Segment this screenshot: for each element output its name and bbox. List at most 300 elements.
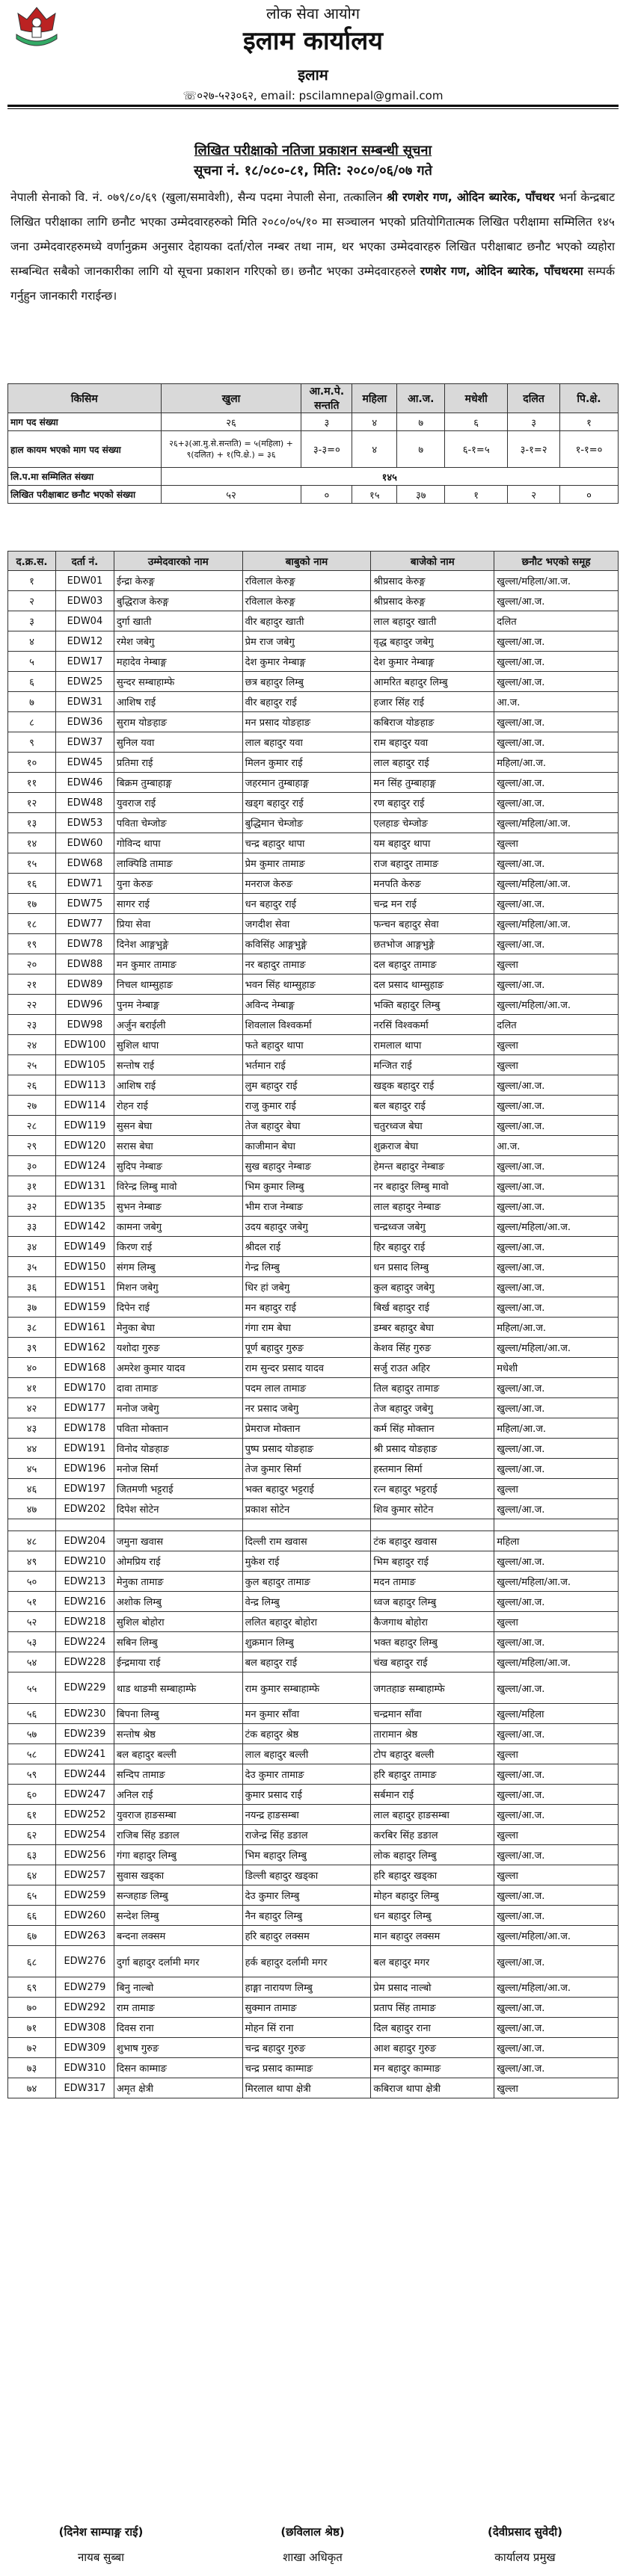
selected-group: महिला/आ.ज. [494, 1418, 619, 1439]
grandfather-name: लाल बहादुर खाती [371, 611, 494, 631]
table-row [8, 1744, 619, 1764]
row-number: ६७ [8, 1926, 56, 1946]
candidate-name: सबिन लिम्बु [114, 1632, 242, 1652]
father-name: राम कुमार सम्बाहाम्फे [242, 1672, 371, 1704]
list-header-row [8, 552, 619, 571]
grandfather-name: बल बहादुर राई [371, 1096, 494, 1116]
selected-group: खुल्ला/आ.ज. [494, 1459, 619, 1479]
table-row [8, 1257, 619, 1277]
father-name: देउ कुमार तामाङ [242, 1764, 371, 1785]
candidate-name: निचल थाम्सुहाङ [114, 975, 242, 995]
candidate-name: सरास बेघा [114, 1136, 242, 1156]
candidate-name: बुद्धिराज केरुङ्ग [114, 591, 242, 611]
table-row [8, 611, 619, 631]
row-number: ८ [8, 712, 56, 732]
table-row [8, 1845, 619, 1865]
registration-number: EDW25 [55, 672, 114, 692]
registration-number: EDW114 [55, 1096, 114, 1116]
selected-group: खुल्ला/आ.ज. [494, 1946, 619, 1977]
row-number: ६० [8, 1785, 56, 1805]
registration-number: EDW257 [55, 1865, 114, 1885]
grandfather-name: रत्न बहादुर भट्टराई [371, 1479, 494, 1499]
registration-number: EDW149 [55, 1237, 114, 1257]
father-name: ललित बहादुर बोहोरा [242, 1612, 371, 1632]
father-name: अविन्द नेम्बाङ्ग [242, 995, 371, 1015]
row-number: ७२ [8, 2038, 56, 2058]
row-number: ६३ [8, 1845, 56, 1865]
signatory-name: (देवीप्रसाद सुवेदी) [488, 2525, 562, 2539]
candidate-name: राम तामाङ [114, 1998, 242, 2018]
grandfather-name: लाल बहादुर राई [371, 753, 494, 773]
selected-group: दलित [494, 611, 619, 631]
separator-cell [494, 1519, 619, 1531]
table-row [8, 1592, 619, 1612]
row-number: ७४ [8, 2078, 56, 2098]
selected-group: खुल्ला/आ.ज. [494, 1075, 619, 1096]
father-name: पदम लाल तामाङ [242, 1378, 371, 1398]
grandfather-name: भक्ति बहादुर लिम्बु [371, 995, 494, 1015]
row-number: ३ [8, 611, 56, 631]
row-number: १० [8, 753, 56, 773]
candidate-name: सुशिल थापा [114, 1035, 242, 1055]
candidate-name: बिपना लिम्बु [114, 1704, 242, 1724]
summary-label: माग पद संख्या [8, 413, 162, 431]
row-number: ४४ [8, 1439, 56, 1459]
selected-group: खुल्ला/आ.ज. [494, 894, 619, 914]
grandfather-name: नरसिं विश्वकर्मा [371, 1015, 494, 1035]
list-header: दर्ता नं. [55, 552, 114, 571]
row-number: २६ [8, 1075, 56, 1096]
candidate-name: विनोद योङहाङ [114, 1439, 242, 1459]
candidate-name: सुनिल यवा [114, 732, 242, 753]
selected-group: खुल्ला/महिला/आ.ज. [494, 1977, 619, 1998]
father-name: तेज कुमार सिर्मा [242, 1459, 371, 1479]
table-row [8, 1217, 619, 1237]
father-name: कविसिंह आङ्गभुङ्गे [242, 934, 371, 954]
candidate-name: अर्जुन बराईली [114, 1015, 242, 1035]
table-row [8, 672, 619, 692]
registration-number: EDW177 [55, 1398, 114, 1418]
candidate-name: दिपेश सोटेन [114, 1499, 242, 1519]
candidate-name: बन्दना लक्सम [114, 1926, 242, 1946]
grandfather-name: मन्जित राई [371, 1055, 494, 1075]
selected-group: खुल्ला/आ.ज. [494, 2018, 619, 2038]
father-name: नैन बहादुर लिम्बु [242, 1906, 371, 1926]
candidate-name: दावा तामाङ [114, 1378, 242, 1398]
row-number: ५ [8, 652, 56, 672]
table-row [8, 1785, 619, 1805]
row-number: २२ [8, 995, 56, 1015]
selected-group: खुल्ला/आ.ज. [494, 1764, 619, 1785]
selected-group: खुल्ला/आ.ज. [494, 1785, 619, 1805]
father-name: हाङ्गा नारायण लिम्बु [242, 1977, 371, 1998]
registration-number: EDW161 [55, 1318, 114, 1338]
father-name: राजेन्द्र सिंह डङाल [242, 1825, 371, 1845]
selected-group: खुल्ला/आ.ज. [494, 2038, 619, 2058]
registration-number: EDW135 [55, 1196, 114, 1217]
candidate-name: बिक्रम तुम्बाहाङ्ग [114, 773, 242, 793]
row-number: १२ [8, 793, 56, 813]
father-name: हरि बहादुर लक्सम [242, 1926, 371, 1946]
table-row [8, 712, 619, 732]
list-header: छनौट भएको समूह [494, 552, 619, 571]
grandfather-name: चंख बहादुर राई [371, 1652, 494, 1672]
candidate-name: सागर राई [114, 894, 242, 914]
summary-header: आ.म.पे. सन्तति [301, 384, 352, 413]
registration-number: EDW98 [55, 1015, 114, 1035]
row-number: ४३ [8, 1418, 56, 1439]
summary-header: खुला [161, 384, 301, 413]
selected-group: खुल्ला/महिला/आ.ज. [494, 1926, 619, 1946]
registration-number: EDW197 [55, 1479, 114, 1499]
candidate-name: रमेश जबेगु [114, 631, 242, 652]
summary-cell: १ [445, 486, 508, 504]
selected-group: खुल्ला/महिला/आ.ज. [494, 1338, 619, 1358]
selected-group: खुल्ला [494, 1744, 619, 1764]
selected-group: खुल्ला/महिला/आ.ज. [494, 813, 619, 833]
summary-cell: ७ [397, 431, 445, 468]
row-number: ४८ [8, 1531, 56, 1551]
selected-group: खुल्ला/आ.ज. [494, 1805, 619, 1825]
row-number: १६ [8, 874, 56, 894]
registration-number: EDW317 [55, 2078, 114, 2098]
selected-group: खुल्ला/आ.ज. [494, 1632, 619, 1652]
selected-group: खुल्ला/आ.ज. [494, 853, 619, 874]
table-row [8, 793, 619, 813]
row-number: ६४ [8, 1865, 56, 1885]
selected-group: खुल्ला/आ.ज. [494, 1885, 619, 1906]
summary-header: पि.क्षे. [560, 384, 619, 413]
grandfather-name: केशव सिंह गुरुङ [371, 1338, 494, 1358]
signatory-role: नायब सुब्बा [77, 2551, 125, 2564]
candidate-name: ईन्द्रमाया राई [114, 1652, 242, 1672]
office-place: इलाम [298, 66, 328, 84]
grandfather-name: छतभोज आङ्गभुङ्गे [371, 934, 494, 954]
selected-group: खुल्ला/महिला/आ.ज. [494, 571, 619, 591]
selected-group: खुल्ला/आ.ज. [494, 591, 619, 611]
grandfather-name: टंक बहादुर खवास [371, 1531, 494, 1551]
father-name: चन्द्र बहादुर गुरुङ [242, 2038, 371, 2058]
candidate-name: अशोक लिम्बु [114, 1592, 242, 1612]
father-name: भवन सिंह थाम्सुहाङ [242, 975, 371, 995]
father-name: मन बहादुर राई [242, 1297, 371, 1318]
candidate-name: सुन्दर सम्बाहाम्फे [114, 672, 242, 692]
grandfather-name: ध्वज बहादुर लिम्बु [371, 1592, 494, 1612]
grandfather-name: दिल बहादुर राना [371, 2018, 494, 2038]
grandfather-name: शुक्रराज बेघा [371, 1136, 494, 1156]
registration-number: EDW252 [55, 1805, 114, 1825]
row-number: ५९ [8, 1764, 56, 1785]
registration-number: EDW256 [55, 1845, 114, 1865]
grandfather-name: श्री प्रसाद योङहाङ [371, 1439, 494, 1459]
candidate-name: प्रिया सेवा [114, 914, 242, 934]
grandfather-name: भक्त बहादुर लिम्बु [371, 1632, 494, 1652]
row-number: ३७ [8, 1297, 56, 1318]
registration-number: EDW230 [55, 1704, 114, 1724]
summary-cell: ३ [301, 413, 352, 431]
table-row [8, 1237, 619, 1257]
grandfather-name: मदन तामाङ [371, 1572, 494, 1592]
candidate-name: दिवस राना [114, 2018, 242, 2038]
selected-group: महिला/आ.ज. [494, 1318, 619, 1338]
father-name: भिम बहादुर लिम्बु [242, 1845, 371, 1865]
row-number: ३९ [8, 1338, 56, 1358]
summary-cell: ६ [445, 413, 508, 431]
candidate-name: रोहन राई [114, 1096, 242, 1116]
signatory-role: शाखा अधिकृत [283, 2551, 343, 2564]
selected-group: खुल्ला/महिला/आ.ज. [494, 1652, 619, 1672]
selected-group: खुल्ला/आ.ज. [494, 1845, 619, 1865]
separator-cell [8, 1519, 56, 1531]
selected-group: खुल्ला/आ.ज. [494, 1196, 619, 1217]
father-name: सुक्मान तामाङ [242, 1998, 371, 2018]
father-name: प्रेमराज मोक्तान [242, 1418, 371, 1439]
candidate-name: प्रतिमा राई [114, 753, 242, 773]
registration-number: EDW88 [55, 954, 114, 975]
candidate-name: दिसन काम्माङ [114, 2058, 242, 2078]
selected-group: खुल्ला/आ.ज. [494, 1724, 619, 1744]
row-number: १५ [8, 853, 56, 874]
registration-number: EDW168 [55, 1358, 114, 1378]
row-number: ३५ [8, 1257, 56, 1277]
registration-number: EDW120 [55, 1136, 114, 1156]
summary-row [8, 486, 619, 504]
father-name: देउ कुमार लिम्बु [242, 1885, 371, 1906]
row-number: १७ [8, 894, 56, 914]
summary-row [8, 431, 619, 468]
registration-number: EDW260 [55, 1906, 114, 1926]
father-name: पूर्ण बहादुर गुरुङ [242, 1338, 371, 1358]
registration-number: EDW45 [55, 753, 114, 773]
grandfather-name: खड्क बहादुर राई [371, 1075, 494, 1096]
selected-group: खुल्ला [494, 1479, 619, 1499]
row-separator [8, 1519, 619, 1531]
notice-title: लिखित परीक्षाको नतिजा प्रकाशन सम्बन्धी सूचना [194, 143, 432, 158]
father-name: वीर बहादुर राई [242, 692, 371, 712]
father-name: शुक्रमान लिम्बु [242, 1632, 371, 1652]
vacancy-summary-table [7, 383, 619, 504]
father-name: गंगा राम बेघा [242, 1318, 371, 1338]
candidate-name: लाक्पिडि तामाङ [114, 853, 242, 874]
grandfather-name: एलहाङ चेम्जोङ [371, 813, 494, 833]
father-name: मनराज केरुङ [242, 874, 371, 894]
father-name: लाल बहादुर यवा [242, 732, 371, 753]
registration-number: EDW259 [55, 1885, 114, 1906]
selected-group: खुल्ला/आ.ज. [494, 1672, 619, 1704]
table-row [8, 1977, 619, 1998]
father-name: तेज बहादुर बेघा [242, 1116, 371, 1136]
father-name: प्रेम राज जबेगु [242, 631, 371, 652]
grandfather-name: करबिर सिंह डङाल [371, 1825, 494, 1845]
row-number: २३ [8, 1015, 56, 1035]
table-row [8, 1378, 619, 1398]
signature-block [432, 2524, 619, 2565]
candidate-name: सन्जहाङ लिम्बु [114, 1885, 242, 1906]
registration-number: EDW218 [55, 1612, 114, 1632]
table-row [8, 975, 619, 995]
row-number: ६१ [8, 1805, 56, 1825]
registration-number: EDW310 [55, 2058, 114, 2078]
grandfather-name: तेज बहादुर जबेगु [371, 1398, 494, 1418]
registration-number: EDW191 [55, 1439, 114, 1459]
candidate-name: बल बहादुर बल्ली [114, 1744, 242, 1764]
candidate-name: थाड थाङमी सम्बाहाम्फे [114, 1672, 242, 1704]
candidate-name: मन कुमार तामाङ [114, 954, 242, 975]
father-name: कुल बहादुर तामाङ [242, 1572, 371, 1592]
selected-group: खुल्ला/महिला/आ.ज. [494, 1217, 619, 1237]
row-number: ७ [8, 692, 56, 712]
registration-number: EDW77 [55, 914, 114, 934]
candidate-name: सन्तोष श्रेष्ठ [114, 1724, 242, 1744]
father-name: छत्र बहादुर लिम्बु [242, 672, 371, 692]
selected-group: खुल्ला/महिला/आ.ज. [494, 995, 619, 1015]
table-row [8, 753, 619, 773]
registration-number: EDW229 [55, 1672, 114, 1704]
registration-number: EDW131 [55, 1176, 114, 1196]
table-row [8, 571, 619, 591]
registration-number: EDW150 [55, 1257, 114, 1277]
registration-number: EDW247 [55, 1785, 114, 1805]
registration-number: EDW48 [55, 793, 114, 813]
selected-group: खुल्ला [494, 1825, 619, 1845]
candidate-name: कामना जबेगु [114, 1217, 242, 1237]
selected-group: खुल्ला/आ.ज. [494, 1237, 619, 1257]
father-name: हर्क बहादुर दर्लामी मगर [242, 1946, 371, 1977]
father-name: श्रीदल राई [242, 1237, 371, 1257]
selected-group: आ.ज. [494, 1136, 619, 1156]
table-row [8, 1318, 619, 1338]
candidate-name: मेनुका बेघा [114, 1318, 242, 1338]
row-number: २५ [8, 1055, 56, 1075]
candidate-name: ओमप्रिय राई [114, 1551, 242, 1572]
table-row [8, 732, 619, 753]
father-name: रविलाल केरुङ्ग [242, 591, 371, 611]
summary-cell: १ [560, 413, 619, 431]
father-name: नयन्द्र हाङसम्बा [242, 1805, 371, 1825]
father-name: चन्द्र प्रसाद काम्माङ [242, 2058, 371, 2078]
table-row [8, 934, 619, 954]
summary-cell: ४ [352, 431, 397, 468]
candidate-name: गोविन्द थापा [114, 833, 242, 853]
summary-cell: २६+३(आ.मु.से.सन्तति) = ५(महिला) + ९(दलित) + १(पि.क्षे.) = ३६ [161, 431, 301, 468]
registration-number: EDW254 [55, 1825, 114, 1845]
table-row [8, 1136, 619, 1156]
registration-number: EDW142 [55, 1217, 114, 1237]
grandfather-name: हिर बहादुर राई [371, 1237, 494, 1257]
row-number: १९ [8, 934, 56, 954]
table-row [8, 1096, 619, 1116]
candidate-name: युना केरुङ [114, 874, 242, 894]
row-number: ९ [8, 732, 56, 753]
table-row [8, 2078, 619, 2098]
table-row [8, 1055, 619, 1075]
father-name: लुम बहादुर राई [242, 1075, 371, 1096]
selected-group: खुल्ला/आ.ज. [494, 1096, 619, 1116]
father-name: राम सुन्दर प्रसाद यादव [242, 1358, 371, 1378]
grandfather-name: चन्द्र मन राई [371, 894, 494, 914]
selected-group: खुल्ला/आ.ज. [494, 1156, 619, 1176]
header-rule-thin [7, 108, 619, 109]
selected-group: खुल्ला/आ.ज. [494, 672, 619, 692]
signature-block [7, 2524, 194, 2565]
grandfather-name: चन्द्रध्वज जबेगु [371, 1217, 494, 1237]
row-number: ५२ [8, 1612, 56, 1632]
row-number: ४२ [8, 1398, 56, 1418]
summary-cell: ३-१=२ [508, 431, 560, 468]
father-name: भक्त बहादुर भट्टराई [242, 1479, 371, 1499]
father-name: प्रकाश सोटेन [242, 1499, 371, 1519]
grandfather-name: कैजगाथ बोहोरा [371, 1612, 494, 1632]
table-row [8, 1805, 619, 1825]
candidate-name: दुर्गा बहादुर दर्लामी मगर [114, 1946, 242, 1977]
row-number: ३६ [8, 1277, 56, 1297]
selected-group: खुल्ला/आ.ज. [494, 1297, 619, 1318]
signatory-name: (दिनेश साम्पाङ्ग राई) [58, 2525, 144, 2539]
grandfather-name: मान बहादुर लक्सम [371, 1926, 494, 1946]
table-row [8, 1156, 619, 1176]
grandfather-name: मनपति केरुङ [371, 874, 494, 894]
candidate-name: आशिष राई [114, 1075, 242, 1096]
candidate-name: सुशिल बोहोरा [114, 1612, 242, 1632]
summary-header: किसिम [8, 384, 162, 413]
summary-cell: ० [560, 486, 619, 504]
registration-number: EDW03 [55, 591, 114, 611]
row-number: ३३ [8, 1217, 56, 1237]
registration-number: EDW105 [55, 1055, 114, 1075]
summary-cell: ५२ [161, 486, 301, 504]
summary-label: लि.प.मा सम्मिलित संख्या [8, 468, 162, 486]
row-number: २० [8, 954, 56, 975]
candidate-name: संगम लिम्बु [114, 1257, 242, 1277]
table-row [8, 1297, 619, 1318]
selected-group: खुल्ला/आ.ज. [494, 1176, 619, 1196]
registration-number: EDW263 [55, 1926, 114, 1946]
selected-group: खुल्ला/आ.ज. [494, 1998, 619, 2018]
row-number: ४५ [8, 1459, 56, 1479]
table-row [8, 1572, 619, 1592]
registration-number: EDW68 [55, 853, 114, 874]
grandfather-name: मोहन बहादुर लिम्बु [371, 1885, 494, 1906]
registration-number: EDW202 [55, 1499, 114, 1519]
registration-number: EDW37 [55, 732, 114, 753]
selected-group: खुल्ला [494, 1055, 619, 1075]
candidate-name: जमुना खवास [114, 1531, 242, 1551]
org-name: लोक सेवा आयोग [266, 4, 360, 22]
grandfather-name: रण बहादुर राई [371, 793, 494, 813]
table-row [8, 1015, 619, 1035]
table-row [8, 1724, 619, 1744]
selected-group: खुल्ला/महिला/आ.ज. [494, 874, 619, 894]
row-number: ३८ [8, 1318, 56, 1338]
candidate-name: राजिब सिंह डङाल [114, 1825, 242, 1845]
father-name: पुष्प प्रसाद योङहाङ [242, 1439, 371, 1459]
row-number: ४० [8, 1358, 56, 1378]
selected-group: खुल्ला/आ.ज. [494, 773, 619, 793]
candidate-name: सुवास खड्का [114, 1865, 242, 1885]
registration-number: EDW46 [55, 773, 114, 793]
table-row [8, 1196, 619, 1217]
grandfather-name: कबिराज थापा क्षेत्री [371, 2078, 494, 2098]
row-number: २१ [8, 975, 56, 995]
selected-group: महिला/आ.ज. [494, 753, 619, 773]
table-row [8, 1277, 619, 1297]
father-name: मोहन सिं राना [242, 2018, 371, 2038]
father-name: मिलन कुमार राई [242, 753, 371, 773]
father-name: उदय बहादुर जबेगु [242, 1217, 371, 1237]
grandfather-name: टोप बहादुर बल्ली [371, 1744, 494, 1764]
table-row [8, 813, 619, 833]
row-number: ६ [8, 672, 56, 692]
